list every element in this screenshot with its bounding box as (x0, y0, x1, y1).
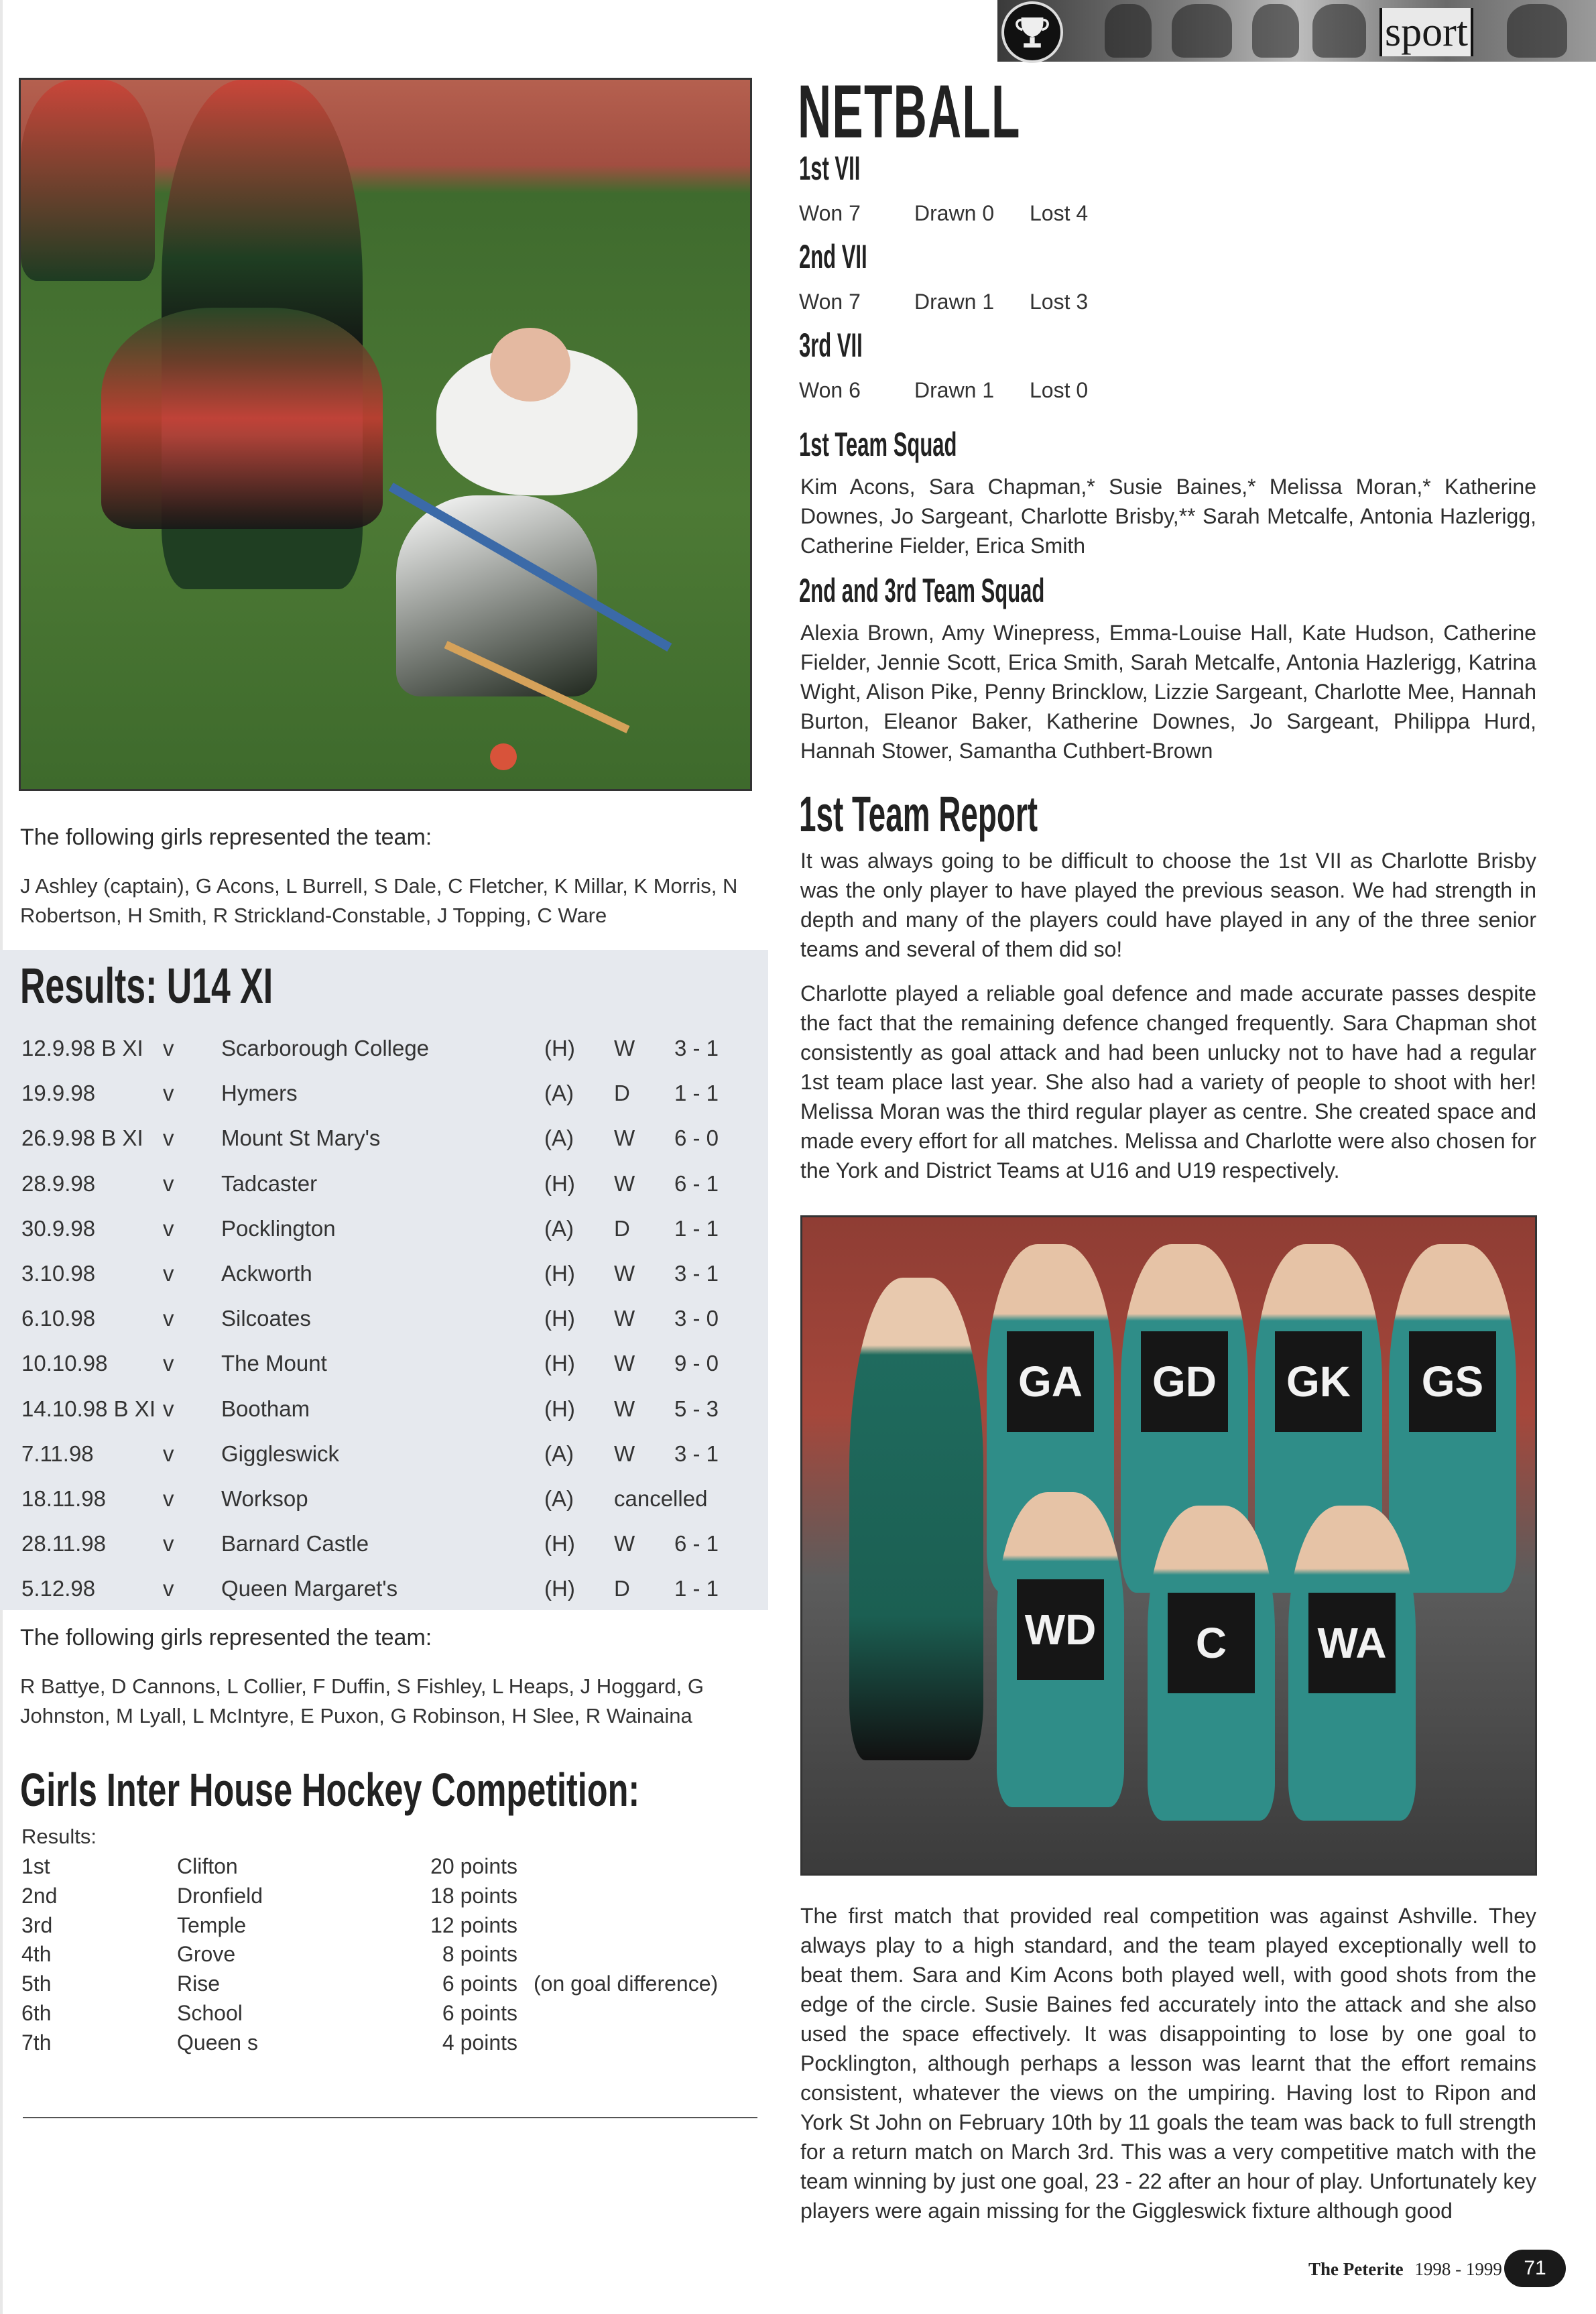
cell-result: W (614, 1125, 635, 1151)
cell-opponent: Pocklington (221, 1215, 336, 1241)
cell-opponent: Worksop (221, 1486, 308, 1511)
drawn-value: Drawn 1 (914, 378, 995, 402)
page-number: 71 (1504, 2250, 1566, 2287)
bib-label: GK (1275, 1331, 1362, 1432)
cell-points: 18 points (430, 1883, 517, 1908)
cell-result: W (614, 1170, 635, 1196)
cell-opponent: Bootham (221, 1396, 310, 1421)
table-row (0, 1171, 768, 1216)
table-row (0, 1261, 768, 1306)
cell-venue: (A) (544, 1125, 574, 1151)
team2-label: The following girls represented the team: (20, 1625, 432, 1650)
list-item (0, 1971, 768, 2001)
cell-house: Temple (177, 1912, 247, 1937)
cell-venue: (A) (544, 1081, 574, 1106)
results-heading: Results: U14 XI (20, 958, 273, 1014)
cell-points: 6 points (442, 1971, 517, 1996)
cell-date: 6.10.98 (21, 1306, 96, 1331)
cell-opponent: Queen Margaret's (221, 1576, 398, 1601)
cell-score: 3 - 1 (674, 1441, 719, 1466)
cell-opponent: Barnard Castle (221, 1531, 369, 1557)
cell-pos: 2nd (21, 1883, 58, 1908)
cell-result: cancelled (614, 1486, 708, 1511)
cell-date: 30.9.98 (21, 1215, 96, 1241)
cell-house: Rise (177, 1971, 221, 1996)
report-paragraph: It was always going to be difficult to choose the 1st VII as Charlotte Brisby was the only player to have played the previous season. We had strength in depth and many of the players could have played in any of the three senior teams and several of them did so! (800, 849, 1536, 961)
table-row (0, 1216, 768, 1261)
cell-result: W (614, 1441, 635, 1466)
cell-points: 20 points (430, 1854, 517, 1878)
table-row (0, 1486, 768, 1531)
cell-date: 26.9.98 B XI (21, 1125, 143, 1151)
player (997, 1492, 1124, 1807)
team-heading: 3rd VII (799, 326, 863, 364)
cell-v: v (163, 1486, 174, 1511)
squad1-text: Kim Acons, Sara Chapman,* Susie Baines,* Melissa Moran,* Katherine Downes, Jo Sargeant, Charlotte Brisby,** Sarah Metcalfe, Antonia Hazlerigg, Catherine Fielder, Erica Smith (800, 475, 1536, 558)
cell-result: D (614, 1215, 630, 1241)
list-item (0, 2030, 768, 2060)
cell-note: (on goal difference) (534, 1971, 719, 1996)
cell-opponent: Scarborough College (221, 1036, 430, 1060)
cell-score: 6 - 1 (674, 1531, 719, 1557)
cell-score: 6 - 1 (674, 1170, 719, 1196)
publication-years: 1998 - 1999 (1414, 2259, 1502, 2279)
list-item (0, 1854, 768, 1884)
cell-v: v (163, 1261, 174, 1286)
bib-label: GD (1141, 1331, 1228, 1432)
cell-date: 18.11.98 (21, 1486, 107, 1511)
cell-pos: 5th (21, 1971, 52, 1996)
cell-result: D (614, 1576, 630, 1601)
list-item (0, 1942, 768, 1971)
cell-result: W (614, 1351, 635, 1376)
cell-date: 28.11.98 (21, 1531, 107, 1557)
cell-v: v (163, 1306, 174, 1331)
player (1288, 1506, 1416, 1821)
report-paragraph: The first match that provided real competition was against Ashville. They always play to a high standard, and the team played exceptionally well to beat them. Sara and Kim Acons both played well, with good shots from the edge of the circle. Susie Baines fed accurately into the attack and she also used the space effectively. It was disappointing to lose by one goal to Pocklington, although perhaps a lesson was learnt that the effort remains consistent, whatever the views on the umpiring. Having lost to Ripon and York St John on February 10th by 11 goals the team was back to full strength for a return match on March 3rd. This was a very competitive match with the team winning by just one goal, 23 - 22 after an hour of play. Unfortunately key players were again missing for the Giggleswick fixture although good (800, 1904, 1536, 2223)
cell-score: 1 - 1 (674, 1215, 719, 1241)
cell-points: 4 points (442, 2030, 517, 2055)
sport-banner (997, 0, 1596, 62)
cell-v: v (163, 1576, 174, 1601)
player (1148, 1506, 1275, 1821)
table-row (0, 1396, 768, 1441)
cell-result: W (614, 1036, 635, 1060)
bib-label: WA (1308, 1593, 1396, 1693)
cell-pos: 4th (21, 1942, 52, 1967)
cell-venue: (H) (544, 1576, 575, 1601)
netball-team-photo (800, 1215, 1537, 1876)
hockey-action-photo (19, 78, 752, 791)
bib-label: GS (1409, 1331, 1496, 1432)
cell-house: School (177, 2001, 243, 2025)
cell-venue: (H) (544, 1351, 575, 1376)
section-label: sport (1379, 8, 1473, 56)
cell-venue: (H) (544, 1170, 575, 1196)
trophy-icon (1001, 1, 1063, 63)
cell-house: Grove (177, 1942, 236, 1967)
cell-points: 6 points (442, 2001, 517, 2025)
cell-opponent: Silcoates (221, 1306, 311, 1331)
cell-pos: 3rd (21, 1912, 53, 1937)
list-item (0, 1913, 768, 1943)
cell-v: v (163, 1125, 174, 1151)
cell-opponent: Tadcaster (221, 1170, 318, 1196)
cell-house: Dronfield (177, 1883, 263, 1908)
cell-opponent: Giggleswick (221, 1441, 340, 1466)
cell-house: Clifton (177, 1854, 238, 1878)
cell-pos: 1st (21, 1854, 50, 1878)
cell-date: 28.9.98 (21, 1170, 96, 1196)
hockey-heading: Girls Inter House Hockey Competition: (20, 1764, 640, 1816)
cell-opponent: Mount St Mary's (221, 1125, 381, 1151)
player (1389, 1244, 1516, 1593)
cell-result: W (614, 1396, 635, 1421)
cell-opponent: Ackworth (221, 1261, 312, 1286)
page-title: NETBALL (798, 70, 1021, 154)
cell-v: v (163, 1081, 174, 1106)
bib-label: C (1168, 1593, 1255, 1693)
squad1-heading: 1st Team Squad (799, 426, 957, 463)
cell-date: 7.11.98 (21, 1441, 94, 1466)
lost-value: Lost 0 (1030, 378, 1089, 402)
cell-date: 10.10.98 (21, 1351, 108, 1376)
divider (23, 2117, 757, 2118)
team2-names: R Battye, D Cannons, L Collier, F Duffin, S Fishley, L Heaps, J Hoggard, G Johnston, M Lyall, L McIntyre, E Puxon, G Robinson, H Slee, R Wainaina (20, 1674, 704, 1727)
team-heading: 2nd VII (799, 238, 867, 276)
list-item (0, 1884, 768, 1913)
squad2-heading: 2nd and 3rd Team Squad (799, 572, 1045, 609)
team-heading: 1st VII (799, 149, 861, 187)
cell-score: 5 - 3 (674, 1396, 719, 1421)
table-row (0, 1531, 768, 1576)
cell-v: v (163, 1531, 174, 1557)
cell-opponent: The Mount (221, 1351, 327, 1376)
cell-v: v (163, 1215, 174, 1241)
table-row (0, 1351, 768, 1396)
drawn-value: Drawn 1 (914, 290, 995, 314)
table-row (0, 1125, 768, 1170)
table-row (0, 1576, 768, 1621)
won-value: Won 7 (799, 290, 861, 314)
team1-label: The following girls represented the team: (20, 825, 432, 850)
cell-v: v (163, 1351, 174, 1376)
cell-score: 9 - 0 (674, 1351, 719, 1376)
table-row (0, 1081, 768, 1125)
publication-footer (1308, 2259, 1502, 2280)
list-item (0, 2001, 768, 2030)
publication-name: The Peterite (1308, 2259, 1404, 2279)
hockey-results-label: Results: (21, 1825, 97, 1848)
cell-score: 1 - 1 (674, 1081, 719, 1106)
won-value: Won 6 (799, 378, 861, 402)
bib-label: GA (1007, 1331, 1094, 1432)
drawn-value: Drawn 0 (914, 201, 995, 225)
cell-result: D (614, 1081, 630, 1106)
cell-venue: (A) (544, 1441, 574, 1466)
cell-v: v (163, 1170, 174, 1196)
cell-result: W (614, 1261, 635, 1286)
team1-names: J Ashley (captain), G Acons, L Burrell, S Dale, C Fletcher, K Millar, K Morris, N Robertson, H Smith, R Strickland-Constable, J Topping, C Ware (20, 874, 738, 927)
lost-value: Lost 4 (1030, 201, 1089, 225)
report-paragraph: Charlotte played a reliable goal defence and made accurate passes despite the fact that the remaining defence changed frequently. Sara Chapman shot consistently as goal attack and had been unlucky not to have had a regular 1st team place last year. She also had a variety of people to shoot with her! Melissa Moran was the third regular player as centre. She created space and made every effort for all matches. Melissa and Charlotte were also chosen for the York and District Teams at U16 and U19 respectively. (800, 981, 1536, 1182)
cell-house: Queen s (177, 2030, 258, 2055)
cell-date: 3.10.98 (21, 1261, 96, 1286)
lost-value: Lost 3 (1030, 290, 1089, 314)
cell-result: W (614, 1531, 635, 1557)
cell-v: v (163, 1396, 174, 1421)
bib-label: WD (1017, 1579, 1104, 1680)
cell-score: 6 - 0 (674, 1125, 719, 1151)
cell-venue: (H) (544, 1306, 575, 1331)
cell-venue: (H) (544, 1531, 575, 1557)
cell-venue: (A) (544, 1215, 574, 1241)
cell-venue: (H) (544, 1036, 575, 1060)
cell-venue: (A) (544, 1486, 574, 1511)
cell-date: 14.10.98 B XI (21, 1396, 156, 1421)
cell-v: v (163, 1441, 174, 1466)
cell-opponent: Hymers (221, 1081, 298, 1106)
cell-date: 19.9.98 (21, 1081, 96, 1106)
cell-score: 3 - 0 (674, 1306, 719, 1331)
won-value: Won 7 (799, 201, 861, 225)
squad2-text: Alexia Brown, Amy Winepress, Emma-Louise Hall, Kate Hudson, Catherine Fielder, Jennie Scott, Erica Smith, Sarah Metcalfe, Antonia Hazlerigg, Katrina Wight, Alison Pike, Penny Brincklow, Lizzie Sargeant, Charlotte Mee, Hannah Burton, Eleanor Baker, Katherine Downes, Jo Sargeant, Philippa Hurd, Hannah Stower, Samantha Cuthbert-Brown (800, 621, 1536, 763)
cell-date: 5.12.98 (21, 1576, 96, 1601)
cell-pos: 7th (21, 2030, 52, 2055)
cell-v: v (163, 1036, 174, 1060)
table-row (0, 1036, 768, 1081)
cell-points: 8 points (442, 1942, 517, 1967)
cell-result: W (614, 1306, 635, 1331)
cell-venue: (H) (544, 1261, 575, 1286)
cell-venue: (H) (544, 1396, 575, 1421)
cell-score: 3 - 1 (674, 1261, 719, 1286)
cell-pos: 6th (21, 2001, 52, 2025)
report-heading: 1st Team Report (799, 786, 1038, 842)
table-row (0, 1441, 768, 1486)
table-row (0, 1306, 768, 1351)
cell-points: 12 points (430, 1912, 517, 1937)
cell-score: 1 - 1 (674, 1576, 719, 1601)
cell-score: 3 - 1 (674, 1036, 719, 1060)
cell-date: 12.9.98 B XI (21, 1036, 143, 1060)
